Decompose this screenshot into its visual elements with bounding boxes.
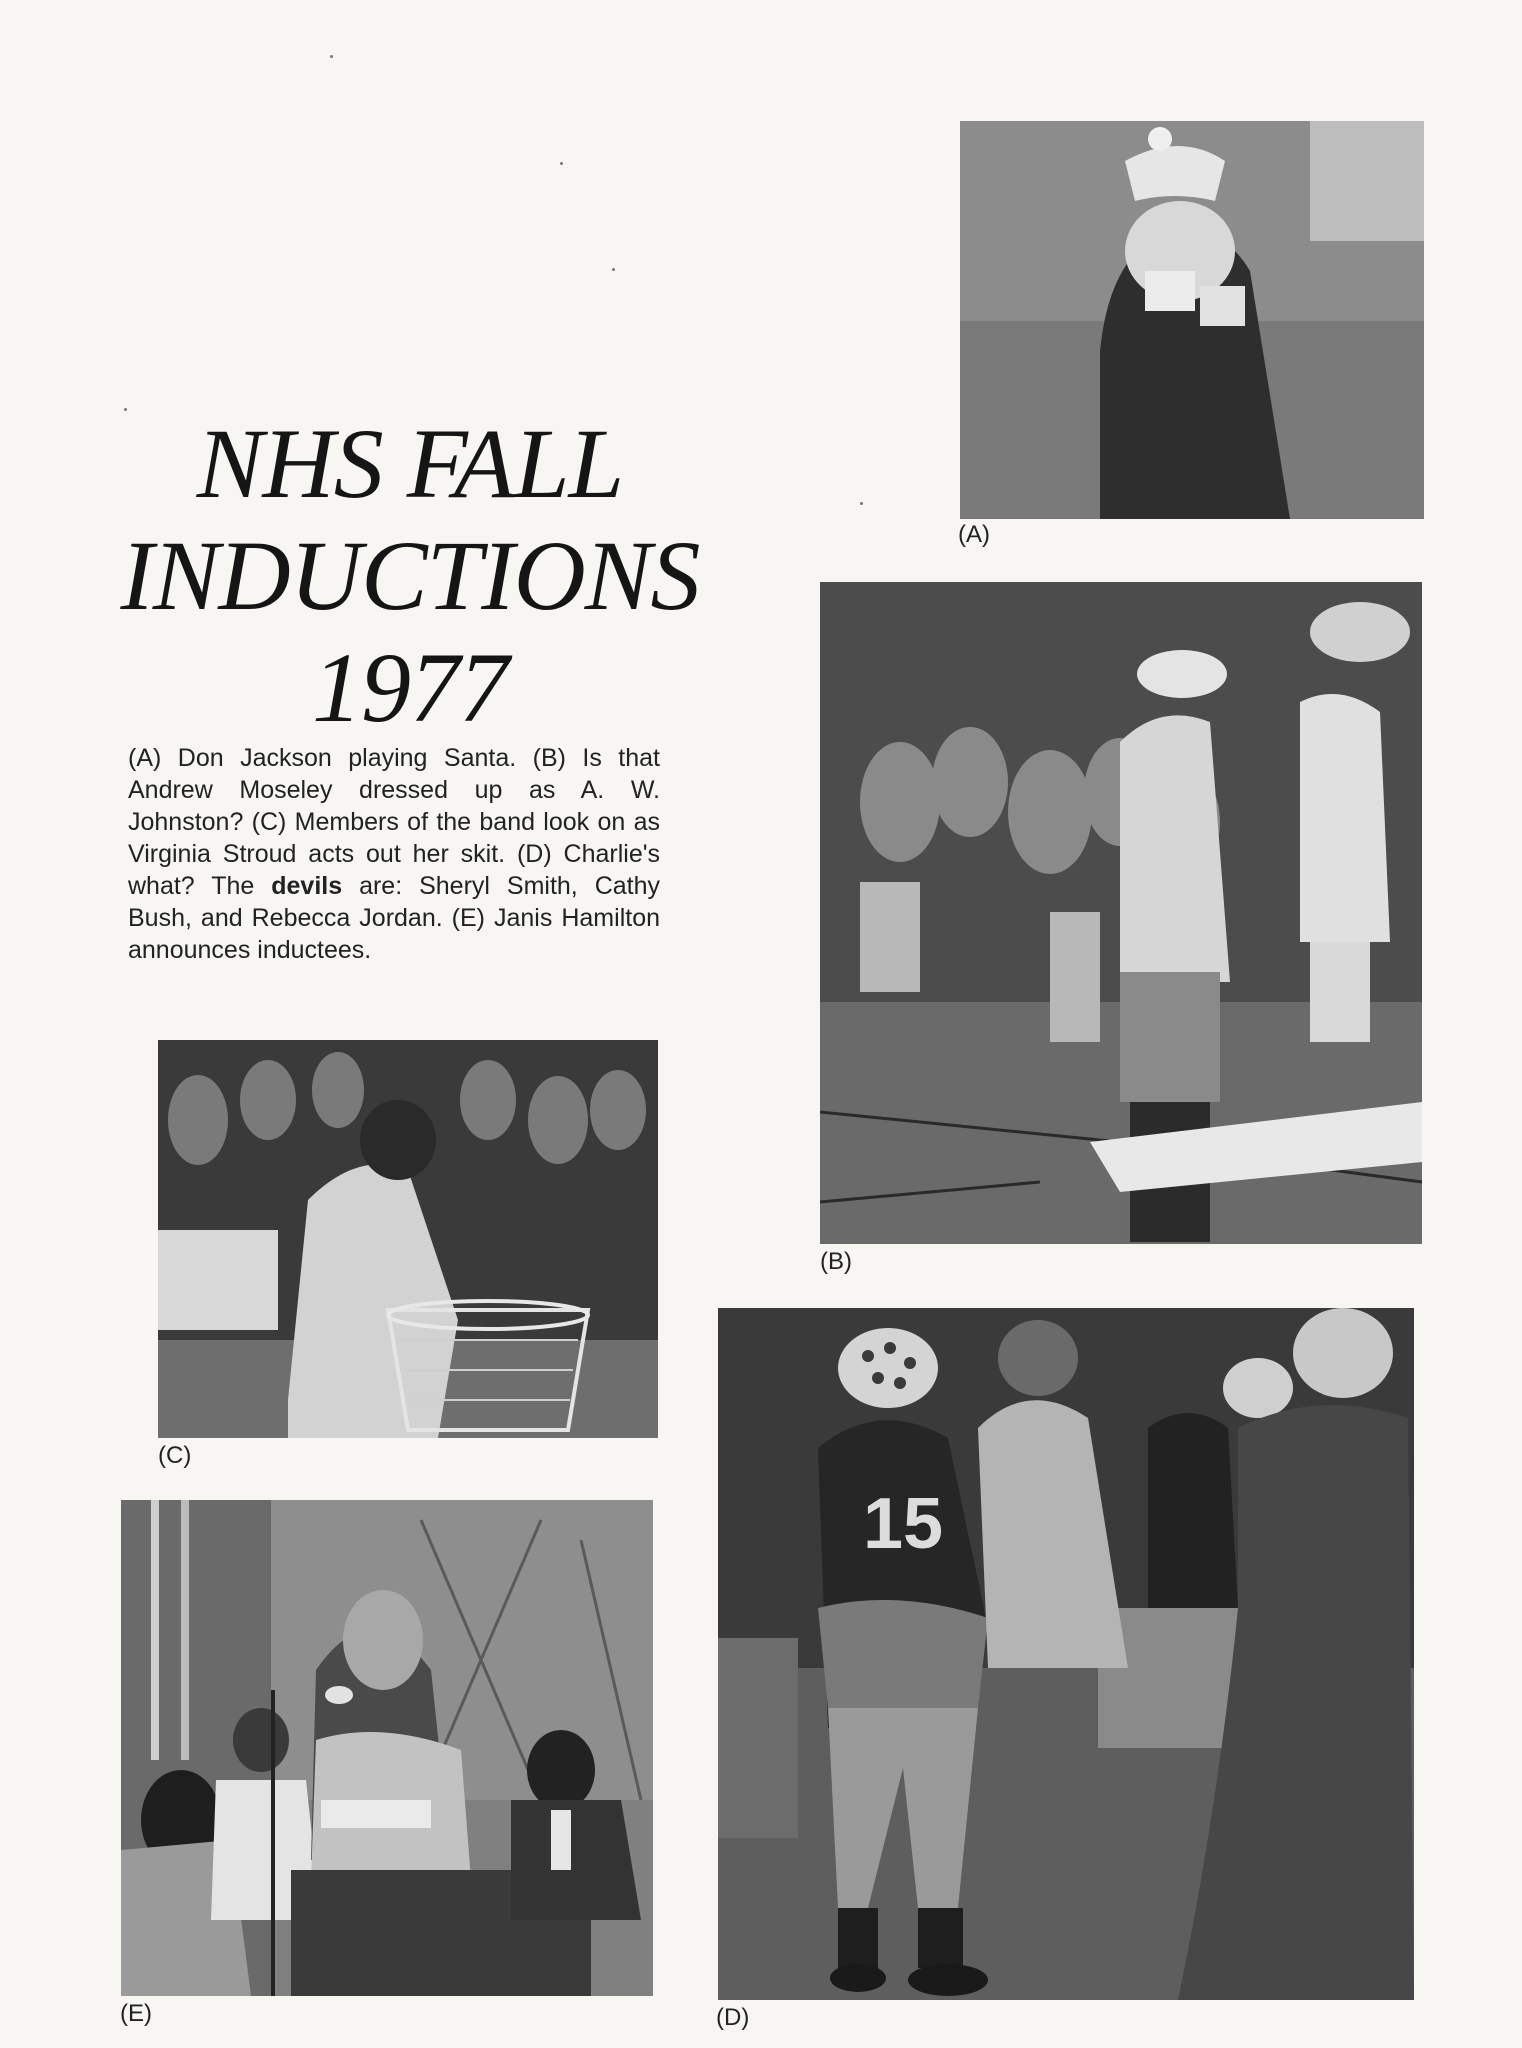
title-line-1: NHS FALL [196, 408, 624, 519]
speck [560, 162, 563, 165]
caption-bold-word: devils [271, 872, 343, 900]
speck [612, 268, 615, 271]
page-title [110, 408, 710, 744]
photo-e-label: (E) [120, 2000, 152, 2027]
title-line-3: 1977 [312, 632, 508, 743]
speck [330, 55, 333, 58]
photo-caption [128, 742, 660, 966]
speck [860, 502, 863, 505]
photo-c-label: (C) [158, 1442, 192, 1469]
title-line-2: INDUCTIONS [120, 520, 700, 631]
photo-d-label: (D) [716, 2004, 750, 2031]
photo-b [820, 582, 1422, 1244]
photo-c [158, 1040, 658, 1438]
photo-a [960, 121, 1424, 519]
photo-b-label: (B) [820, 1248, 852, 1275]
jersey-number: 15 [863, 1484, 944, 1564]
caption-part-2: are: Sheryl Smith, Cathy Bush, and Rebecca Jordan. (E) Janis Hamilton announces inductees. [128, 872, 661, 964]
photo-d [718, 1308, 1414, 2000]
caption-part-1: (A) Don Jackson playing Santa. (B) Is that Andrew Moseley dressed up as A. W. Johnston? (C) Members of the band look on as Virginia Stroud acts out her skit. (D) Charlie's what? The [128, 744, 660, 900]
photo-e [121, 1500, 653, 1996]
photo-a-label: (A) [958, 521, 990, 548]
